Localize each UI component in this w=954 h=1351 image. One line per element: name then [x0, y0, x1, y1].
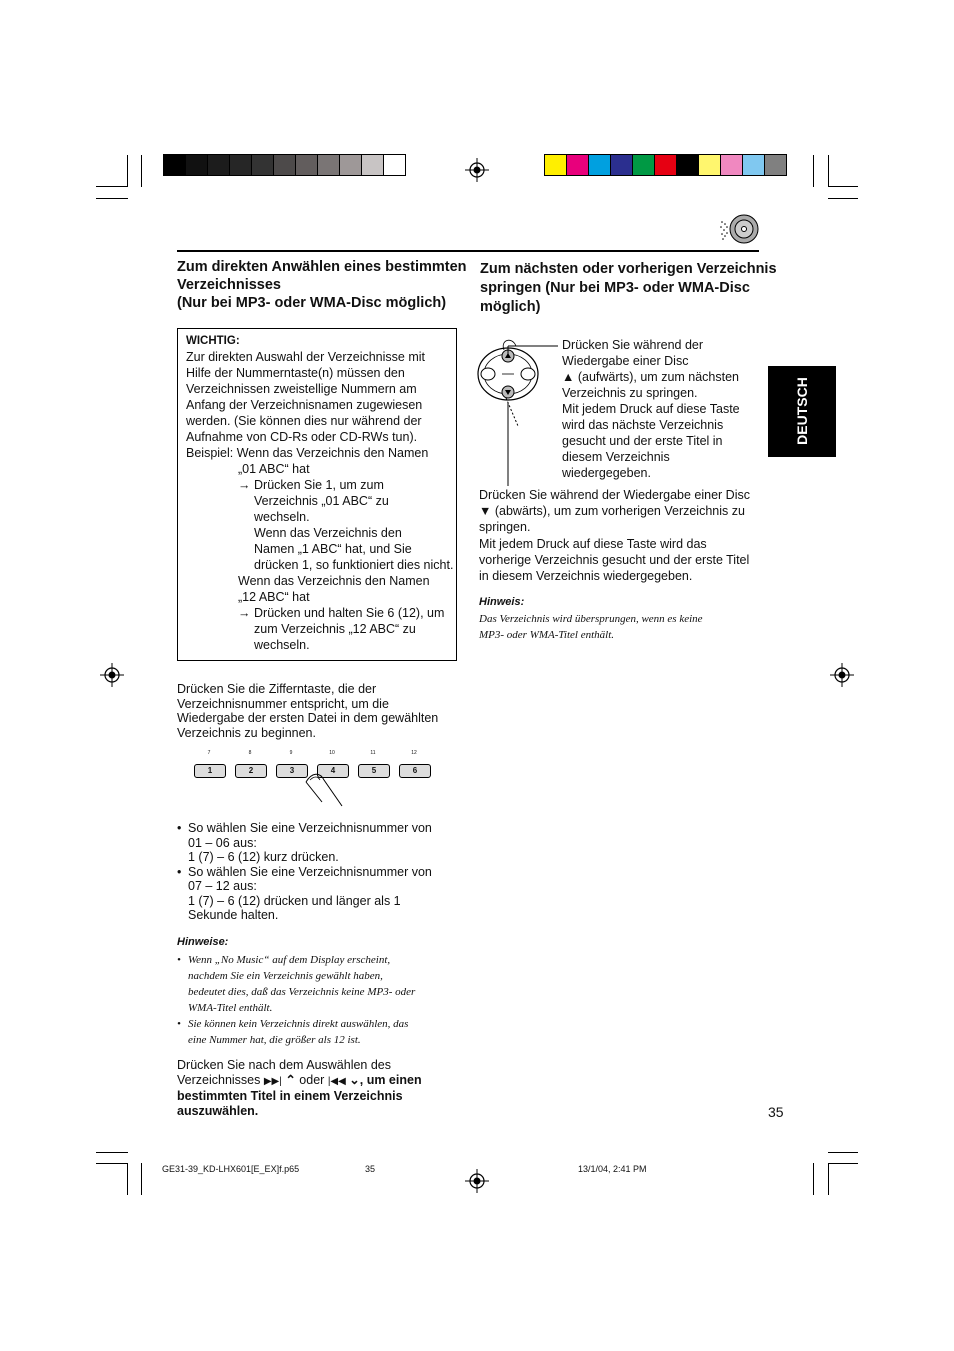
- color-swatch: [633, 155, 655, 175]
- key-shift-label: 12: [411, 750, 417, 756]
- number-key-4[interactable]: 4: [317, 764, 349, 778]
- registration-mark-icon: [464, 157, 490, 183]
- bullet-item: • So wählen Sie eine Verzeichnisnummer von 07 – 12 aus: 1 (7) – 6 (12) drücken und länger als 1 Sekunde halten.: [177, 864, 432, 922]
- number-key-3[interactable]: 3: [276, 764, 308, 778]
- number-key-5[interactable]: 5: [358, 764, 390, 778]
- side-tab-label: DEUTSCH: [794, 377, 810, 445]
- number-key-2[interactable]: 2: [235, 764, 267, 778]
- right-paragraph: Drücken Sie während der Wiedergabe einer Disc ▼ (abwärts), um zum vorherigen Verzeichnis zu springen. Mit jedem Druck auf diese Taste wird das vorherige Verzeichnis gesucht und der erste Titel in diesem Verzeichnis wiedergegeben.: [479, 488, 750, 583]
- color-swatch: [362, 155, 384, 175]
- hinweis-title: Hinweis:: [479, 596, 525, 608]
- arrow-right-icon: →: [238, 478, 251, 492]
- footer-date: 13/1/04, 2:41 PM: [578, 1164, 647, 1174]
- example-1: → Drücken Sie 1, um zum Verzeichnis „01 ABC“ zu wechseln. Wenn das Verzeichnis den Namen „1 ABC“ hat, und Sie drücken 1, so funktioniert dies nicht.: [238, 478, 454, 572]
- color-swatch: [677, 155, 699, 175]
- up-arrow-icon: ⌃: [285, 1072, 296, 1087]
- important-box: WICHTIG: Zur direkten Auswahl der Verzeichnisse mit Hilfe der Nummerntaste(n) müssen den Verzeichnissen zweistellige Nummern am Anfang der Verzeichnisnamen zugewiesen werden. (Sie können dies nur während der Aufnahme von CD-Rs oder CD-RWs tun). Beispiel: Wenn das Verzeichnis den Namen „01 ABC“ hat → Drücken Sie 1, um zum Verzeichnis „01 ABC“ zu wechseln. Wenn das Verzeichnis den Namen „1 ABC“ hat, und Sie drücken 1, so funktioniert dies nicht. Wenn das Verzeichnis den Namen „12 ABC“ hat → Drücken und halten Sie 6 (12), um zum Verzeichnis „12 ABC“ zu wechseln.: [177, 328, 457, 661]
- color-swatch: [274, 155, 296, 175]
- color-swatch: [164, 155, 186, 175]
- down-arrow-icon: ⌄: [349, 1072, 360, 1087]
- key-shift-label: 11: [370, 750, 376, 756]
- hinweise-title: Hinweise:: [177, 936, 229, 948]
- right-heading: Zum nächsten oder vorherigen Verzeichnis springen (Nur bei MP3- oder WMA-Disc möglich): [480, 261, 777, 315]
- control-pad-icon: [476, 336, 566, 488]
- key-shift-label: 9: [289, 750, 293, 756]
- hinweis-item: • Sie können kein Verzeichnis direkt auswählen, das eine Nummer hat, die größer als 12 ist.: [177, 1018, 409, 1046]
- left-heading: Zum direkten Anwählen eines bestimmten Verzeichnisses (Nur bei MP3- oder WMA-Disc möglich): [177, 259, 467, 311]
- color-swatch: [589, 155, 611, 175]
- registration-mark-icon: [99, 662, 125, 688]
- bullet-icon: •: [177, 864, 182, 879]
- color-swatch: [545, 155, 567, 175]
- prev-track-icon: |◀◀: [327, 1075, 346, 1087]
- bullet-icon: •: [177, 821, 182, 835]
- color-swatch: [384, 155, 405, 175]
- number-key-6[interactable]: 6: [399, 764, 431, 778]
- grayscale-bar: [163, 154, 406, 176]
- example-2: → Drücken und halten Sie 6 (12), um zum Verzeichnis „12 ABC“ zu wechseln.: [238, 606, 445, 652]
- color-swatch: [186, 155, 208, 175]
- color-bar: [544, 154, 787, 176]
- left-paragraph: Drücken Sie die Zifferntaste, die der Verzeichnisnummer entspricht, um die Wiedergabe der ersten Datei in dem gewählten Verzeichnis zu beginnen.: [177, 682, 439, 740]
- key-shift-label: 10: [329, 750, 335, 756]
- registration-mark-icon: [464, 1168, 490, 1194]
- final-instruction: Drücken Sie nach dem Auswählen des Verzeichnisses ▶▶| ⌃ oder |◀◀ ⌄, um einen bestimmten Titel in einem Verzeichnis auszuwählen.: [177, 1058, 422, 1118]
- disc-icon: [718, 214, 760, 246]
- color-swatch: [252, 155, 274, 175]
- key-shift-label: 7: [207, 750, 211, 756]
- bullet-icon: •: [177, 1018, 181, 1030]
- registration-mark-icon: [829, 662, 855, 688]
- bullet-item: • So wählen Sie eine Verzeichnisnummer von 01 – 06 aus: 1 (7) – 6 (12) kurz drücken.: [177, 821, 432, 864]
- side-tab: [768, 366, 836, 457]
- header-rule: [177, 250, 759, 252]
- bullet-icon: •: [177, 954, 181, 966]
- color-swatch: [340, 155, 362, 175]
- finger-pointer-icon: [302, 770, 350, 812]
- footer-file: GE31-39_KD-LHX601[E_EX]f.p65: [162, 1164, 300, 1174]
- important-text: Zur direkten Auswahl der Verzeichnisse mit Hilfe der Nummerntaste(n) müssen den Verzeichnissen zweistellige Nummern am Anfang der Verzeichnisnamen zugewiesen werden. (Sie können dies nur während der Aufnahme von CD-Rs oder CD-RWs tun). Beispiel: Wenn das Verzeichnis den Namen: [186, 350, 429, 460]
- color-swatch: [765, 155, 786, 175]
- color-swatch: [699, 155, 721, 175]
- color-swatch: [611, 155, 633, 175]
- arrow-right-icon: →: [238, 606, 251, 620]
- number-key-1[interactable]: 1: [194, 764, 226, 778]
- page-number: 35: [768, 1104, 784, 1120]
- key-shift-label: 8: [248, 750, 252, 756]
- color-swatch: [655, 155, 677, 175]
- color-swatch: [208, 155, 230, 175]
- footer-page: 35: [365, 1164, 376, 1174]
- next-track-icon: ▶▶|: [263, 1075, 282, 1087]
- color-swatch: [721, 155, 743, 175]
- hinweis-text: Das Verzeichnis wird übersprungen, wenn es keine MP3- oder WMA-Titel enthält.: [479, 613, 703, 641]
- color-swatch: [567, 155, 589, 175]
- important-title: WICHTIG:: [186, 335, 240, 347]
- right-callout: Drücken Sie während der Wiedergabe einer Disc ▲ (aufwärts), um zum nächsten Verzeichnis zu springen. Mit jedem Druck auf diese Taste wird das nächste Verzeichnis gesucht und der erste Titel in diesem Verzeichnis wiedergegeben.: [562, 338, 740, 480]
- color-swatch: [296, 155, 318, 175]
- hinweis-item: • Wenn „No Music“ auf dem Display erscheint, nachdem Sie ein Verzeichnis gewählt haben, bedeutet dies, daß das Verzeichnis keine MP3- oder WMA-Titel enthält.: [177, 954, 416, 1014]
- color-swatch: [318, 155, 340, 175]
- color-swatch: [743, 155, 765, 175]
- color-swatch: [230, 155, 252, 175]
